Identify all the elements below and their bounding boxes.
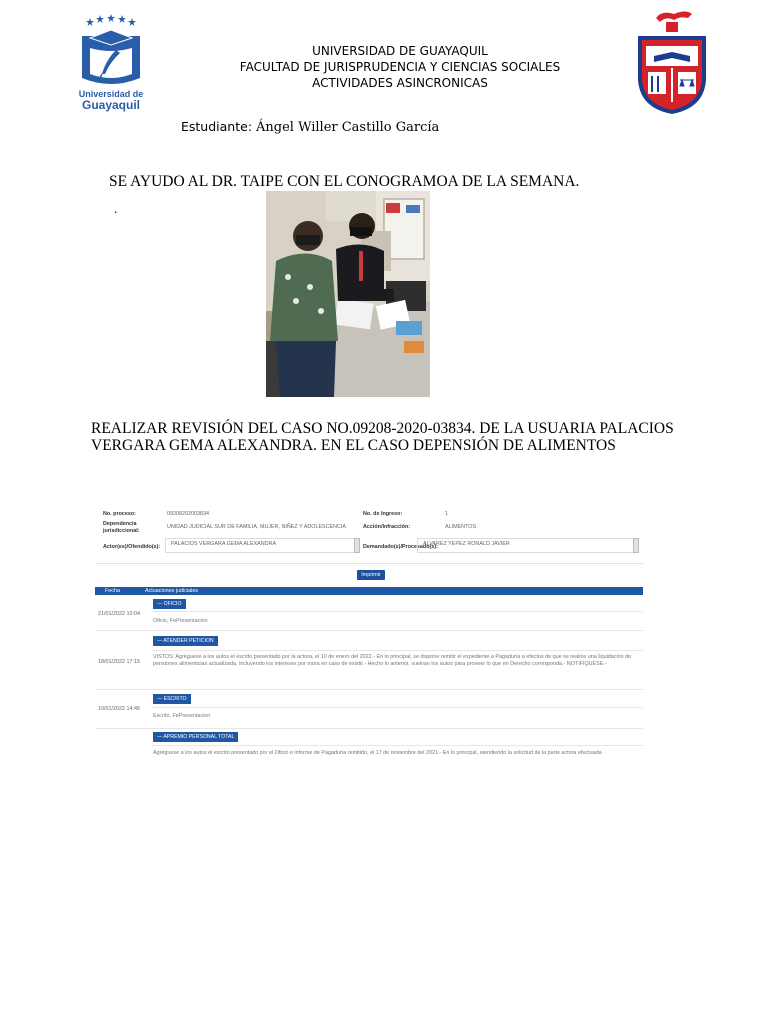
entry-tag[interactable]: — ATENDER PETICION xyxy=(153,636,218,646)
entry-tag[interactable]: — ESCRITO xyxy=(153,694,191,704)
demandado-value: ALVAREZ YEPEZ RONALD JAVIER xyxy=(423,541,510,547)
no-ingreso-label: No. de Ingreso: xyxy=(363,511,403,517)
entry-date: 21/01/2022 10:04 xyxy=(98,611,140,617)
entry-tag[interactable]: — APREMIO PERSONAL TOTAL xyxy=(153,732,238,742)
university-logo xyxy=(76,14,146,112)
divider xyxy=(95,563,643,564)
logo-text-bottom: Guayaquil xyxy=(81,98,141,112)
no-ingreso-value: 1 xyxy=(445,511,448,517)
table-row xyxy=(95,692,643,729)
table-row xyxy=(95,596,643,631)
demandado-label: Demandado(s)/Procesado(s): xyxy=(363,544,438,550)
actor-value: PALACIOS VERGARA GEMA ALEXANDRA xyxy=(171,541,277,547)
col-actuaciones: Actuaciones judiciales xyxy=(145,588,199,594)
paragraph-activity-1: SE AYUDO AL DR. TAIPE CON EL CONOGRAMOA DE LA SEMANA. xyxy=(109,173,580,190)
dependencia-value: UNIDAD JUDICIAL SUR DE FAMILIA, MUJER, NIÑEZ Y ADOLESCENCIA xyxy=(167,524,347,530)
table-header xyxy=(95,587,643,595)
demandado-scrollbar[interactable] xyxy=(633,538,639,553)
entry-text: Agréguese a los autos el escrito presentado por el Oficio e informe de Pagaduría remitido, el 17 de noviembre del 2021.- En lo principal, atendiendo la solicitud de la parte actora efectuada xyxy=(153,750,602,756)
student-line xyxy=(181,119,439,135)
header-activity: ACTIVIDADES ASINCRONICAS xyxy=(312,76,488,90)
no-proceso-value: 09208202003834 xyxy=(167,511,209,517)
col-fecha: Fecha xyxy=(105,588,120,594)
dependencia-label-2: jurisdiccional: xyxy=(103,528,140,534)
entry-box-line xyxy=(151,707,643,708)
logo-text-top: Universidad de xyxy=(78,89,144,99)
dependencia-label-1: Dependencia xyxy=(103,521,137,527)
entry-text: Escrito, FePresentacion xyxy=(153,713,211,719)
header-faculty: FACULTAD DE JURISPRUDENCIA Y CIENCIAS SOCIALES xyxy=(239,60,561,74)
accion-label: Acción/Infracción: xyxy=(363,524,411,530)
header-university: UNIVERSIDAD DE GUAYAQUIL xyxy=(312,44,488,58)
photo-students-at-desk xyxy=(266,191,430,397)
entry-date: 18/01/2022 17:15 xyxy=(98,659,140,665)
accion-value: ALIMENTOS xyxy=(445,524,477,530)
paragraph-dot: . xyxy=(114,201,118,216)
entry-date: 10/01/2022 14:45 xyxy=(98,706,140,712)
faculty-seal xyxy=(632,8,712,116)
university-logo-icon xyxy=(76,14,146,112)
actor-label: Actor(es)/Ofendido(s): xyxy=(103,544,161,550)
table-row xyxy=(95,633,643,690)
student-label: Estudiante: xyxy=(181,119,253,134)
paragraph-activity-2: REALIZAR REVISIÓN DEL CASO NO.09208-2020-03834. DE LA USUARIA PALACIOS VERGARA GEMA ALEXANDRA. EN EL CASO DEPENSIÓN DE ALIMENTOS xyxy=(91,420,674,454)
entry-text: Oficio, FePresentacion xyxy=(153,618,208,624)
entry-box-line xyxy=(151,611,643,612)
student-name: Ángel Willer Castillo García xyxy=(256,120,440,135)
case-screenshot xyxy=(95,503,643,760)
entry-tag[interactable]: — OFICIO xyxy=(153,599,186,609)
entry-box-line xyxy=(151,745,643,746)
no-proceso-label: No. proceso: xyxy=(103,511,136,517)
table-row xyxy=(95,731,643,760)
entry-box-line xyxy=(151,650,643,651)
print-button[interactable]: Imprimir xyxy=(357,570,385,580)
faculty-seal-icon xyxy=(632,8,712,116)
entry-text: VISTOS: Agréguese a los autos el escrito presentado por la actora, el 10 de enero del 2022.- En lo principal, se dispone remitir el expediente a Pagaduría a efectos de que se realice una liquidación de pensiones alimenticias actualizada, incluyendo los intereses por mora en caso de existir.- Hecho lo anterior, vuelvan los autos para proveer lo que en Derecho corresponda.- NOTIFÍQUESE.- xyxy=(153,654,632,667)
actor-scrollbar[interactable] xyxy=(354,538,360,553)
